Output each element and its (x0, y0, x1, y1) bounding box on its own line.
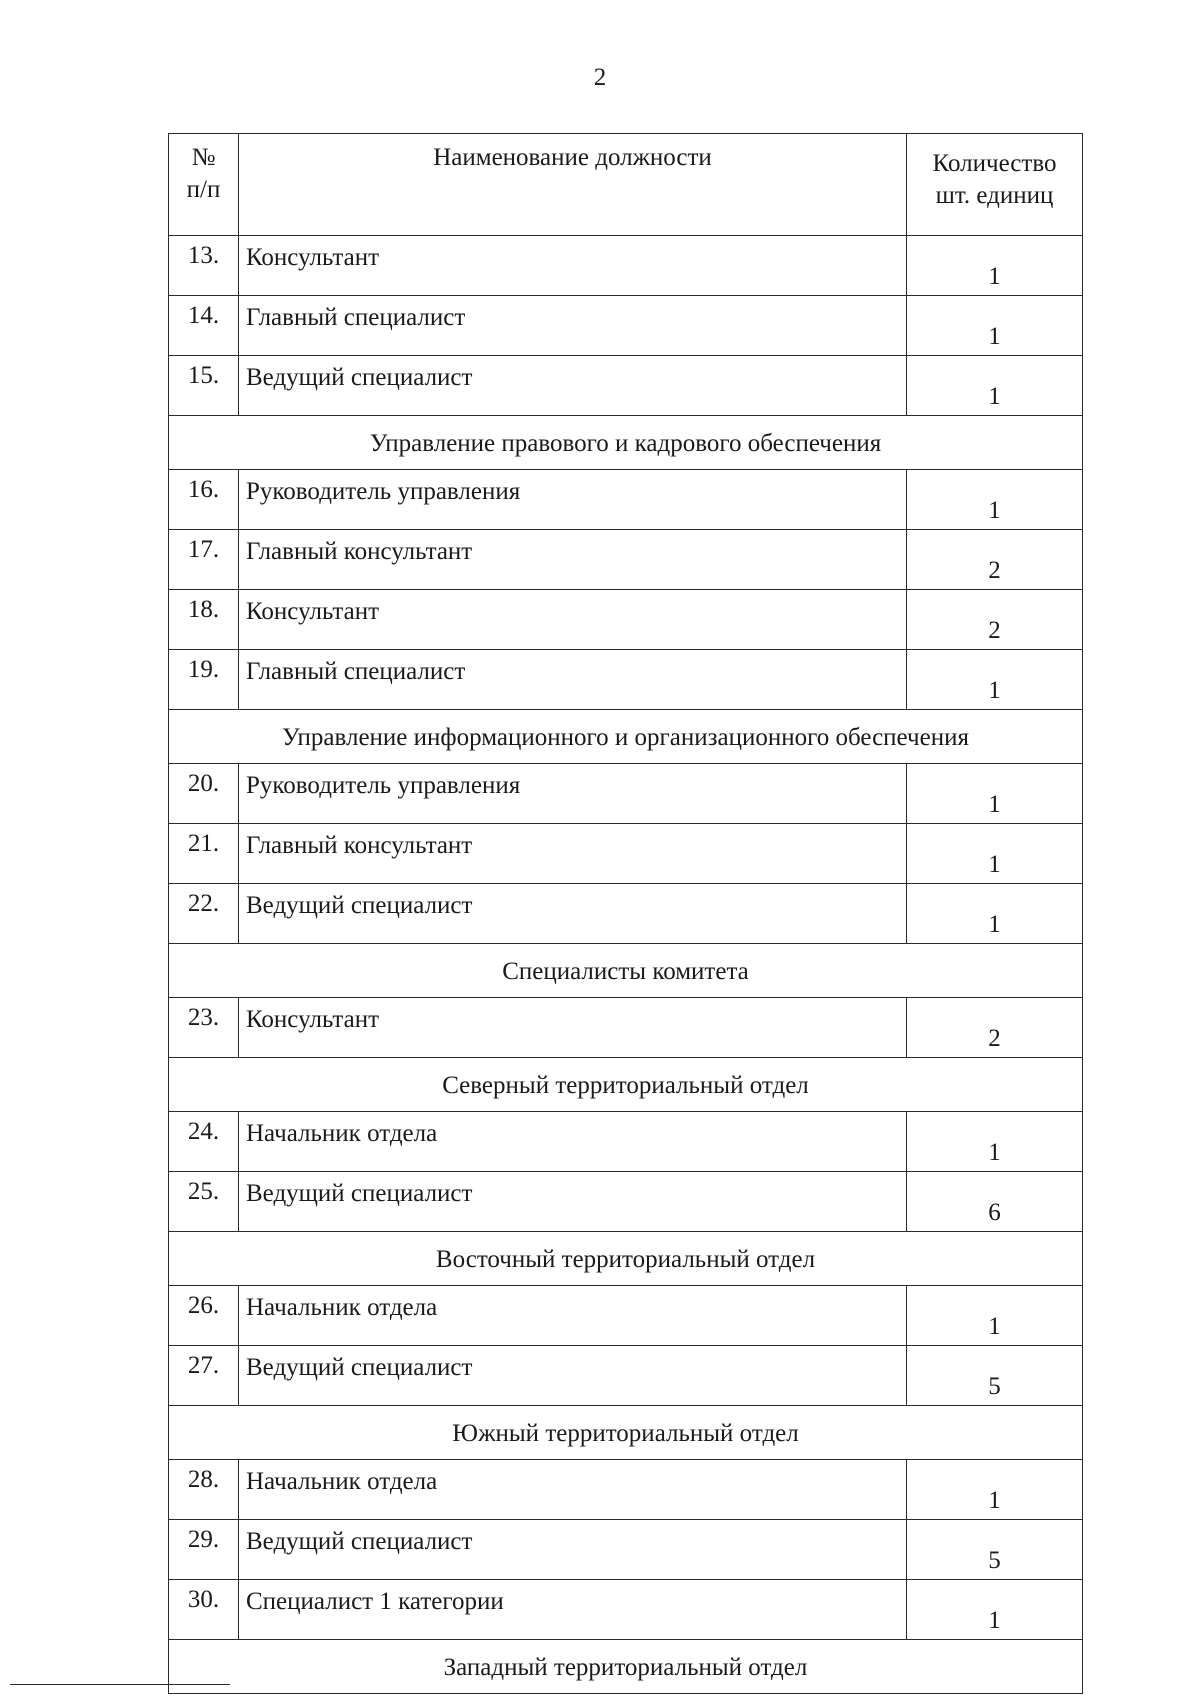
unit-count: 2 (907, 590, 1083, 650)
position-name: Консультант (239, 590, 907, 650)
table-row (169, 1286, 1083, 1346)
table-row (169, 1172, 1083, 1232)
unit-count: 1 (907, 236, 1083, 296)
row-number: 19. (169, 650, 239, 710)
page-number: 2 (593, 64, 607, 91)
row-number: 28. (169, 1460, 239, 1520)
section-header-row (169, 710, 1083, 764)
position-name: Консультант (239, 998, 907, 1058)
section-header-row (169, 1058, 1083, 1112)
position-name: Главный консультант (239, 824, 907, 884)
unit-count: 1 (907, 1112, 1083, 1172)
position-name: Ведущий специалист (239, 1346, 907, 1406)
section-header-row (169, 1640, 1083, 1694)
position-name: Ведущий специалист (239, 1520, 907, 1580)
staff-table (168, 133, 1083, 1694)
row-number: 16. (169, 470, 239, 530)
row-number: 21. (169, 824, 239, 884)
row-number: 30. (169, 1580, 239, 1640)
row-number: 23. (169, 998, 239, 1058)
table-row (169, 1580, 1083, 1640)
unit-count: 2 (907, 530, 1083, 590)
unit-count: 1 (907, 296, 1083, 356)
section-header-row (169, 416, 1083, 470)
row-number: 15. (169, 356, 239, 416)
position-name: Начальник отдела (239, 1460, 907, 1520)
table-row (169, 1460, 1083, 1520)
table-row (169, 1112, 1083, 1172)
row-number: 22. (169, 884, 239, 944)
unit-count: 1 (907, 356, 1083, 416)
header-number-abbr: п/п (186, 176, 221, 203)
row-number: 13. (169, 236, 239, 296)
table-row (169, 998, 1083, 1058)
row-number: 18. (169, 590, 239, 650)
unit-count: 2 (907, 998, 1083, 1058)
header-number-symbol: № (191, 144, 216, 171)
row-number: 27. (169, 1346, 239, 1406)
table-row (169, 356, 1083, 416)
unit-count: 5 (907, 1520, 1083, 1580)
position-name: Консультант (239, 236, 907, 296)
table-header-row (169, 134, 1083, 236)
table-row (169, 650, 1083, 710)
row-number: 17. (169, 530, 239, 590)
section-header-row (169, 1406, 1083, 1460)
section-title: Южный территориальный отдел (169, 1406, 1083, 1460)
table-row (169, 590, 1083, 650)
header-count-cell (907, 134, 1083, 236)
position-name: Ведущий специалист (239, 356, 907, 416)
unit-count: 1 (907, 1460, 1083, 1520)
header-count-line1: Количество (932, 150, 1057, 177)
position-name: Начальник отдела (239, 1286, 907, 1346)
row-number: 25. (169, 1172, 239, 1232)
row-number: 24. (169, 1112, 239, 1172)
table-row (169, 236, 1083, 296)
unit-count: 1 (907, 1286, 1083, 1346)
table-row (169, 530, 1083, 590)
table-row (169, 470, 1083, 530)
row-number: 29. (169, 1520, 239, 1580)
section-title: Западный территориальный отдел (169, 1640, 1083, 1694)
position-name: Начальник отдела (239, 1112, 907, 1172)
unit-count: 1 (907, 824, 1083, 884)
header-count-line2: шт. единиц (935, 182, 1054, 209)
section-header-row (169, 944, 1083, 998)
unit-count: 1 (907, 470, 1083, 530)
section-title: Управление правового и кадрового обеспечения (169, 416, 1083, 470)
section-title: Северный территориальный отдел (169, 1058, 1083, 1112)
header-number-cell (169, 134, 239, 236)
section-title: Восточный территориальный отдел (169, 1232, 1083, 1286)
position-name: Ведущий специалист (239, 884, 907, 944)
position-name: Специалист 1 категории (239, 1580, 907, 1640)
table-row (169, 764, 1083, 824)
table-row (169, 296, 1083, 356)
unit-count: 5 (907, 1346, 1083, 1406)
unit-count: 1 (907, 650, 1083, 710)
section-header-row (169, 1232, 1083, 1286)
unit-count: 6 (907, 1172, 1083, 1232)
header-position-name: Наименование должности (239, 134, 907, 236)
table-row (169, 1346, 1083, 1406)
table-row (169, 824, 1083, 884)
section-title: Управление информационного и организационного обеспечения (169, 710, 1083, 764)
footnote-rule (10, 1684, 230, 1685)
row-number: 14. (169, 296, 239, 356)
unit-count: 1 (907, 764, 1083, 824)
position-name: Руководитель управления (239, 470, 907, 530)
position-name: Главный консультант (239, 530, 907, 590)
position-name: Главный специалист (239, 296, 907, 356)
position-name: Главный специалист (239, 650, 907, 710)
position-name: Руководитель управления (239, 764, 907, 824)
table-row (169, 884, 1083, 944)
section-title: Специалисты комитета (169, 944, 1083, 998)
unit-count: 1 (907, 1580, 1083, 1640)
row-number: 26. (169, 1286, 239, 1346)
table-row (169, 1520, 1083, 1580)
row-number: 20. (169, 764, 239, 824)
position-name: Ведущий специалист (239, 1172, 907, 1232)
unit-count: 1 (907, 884, 1083, 944)
